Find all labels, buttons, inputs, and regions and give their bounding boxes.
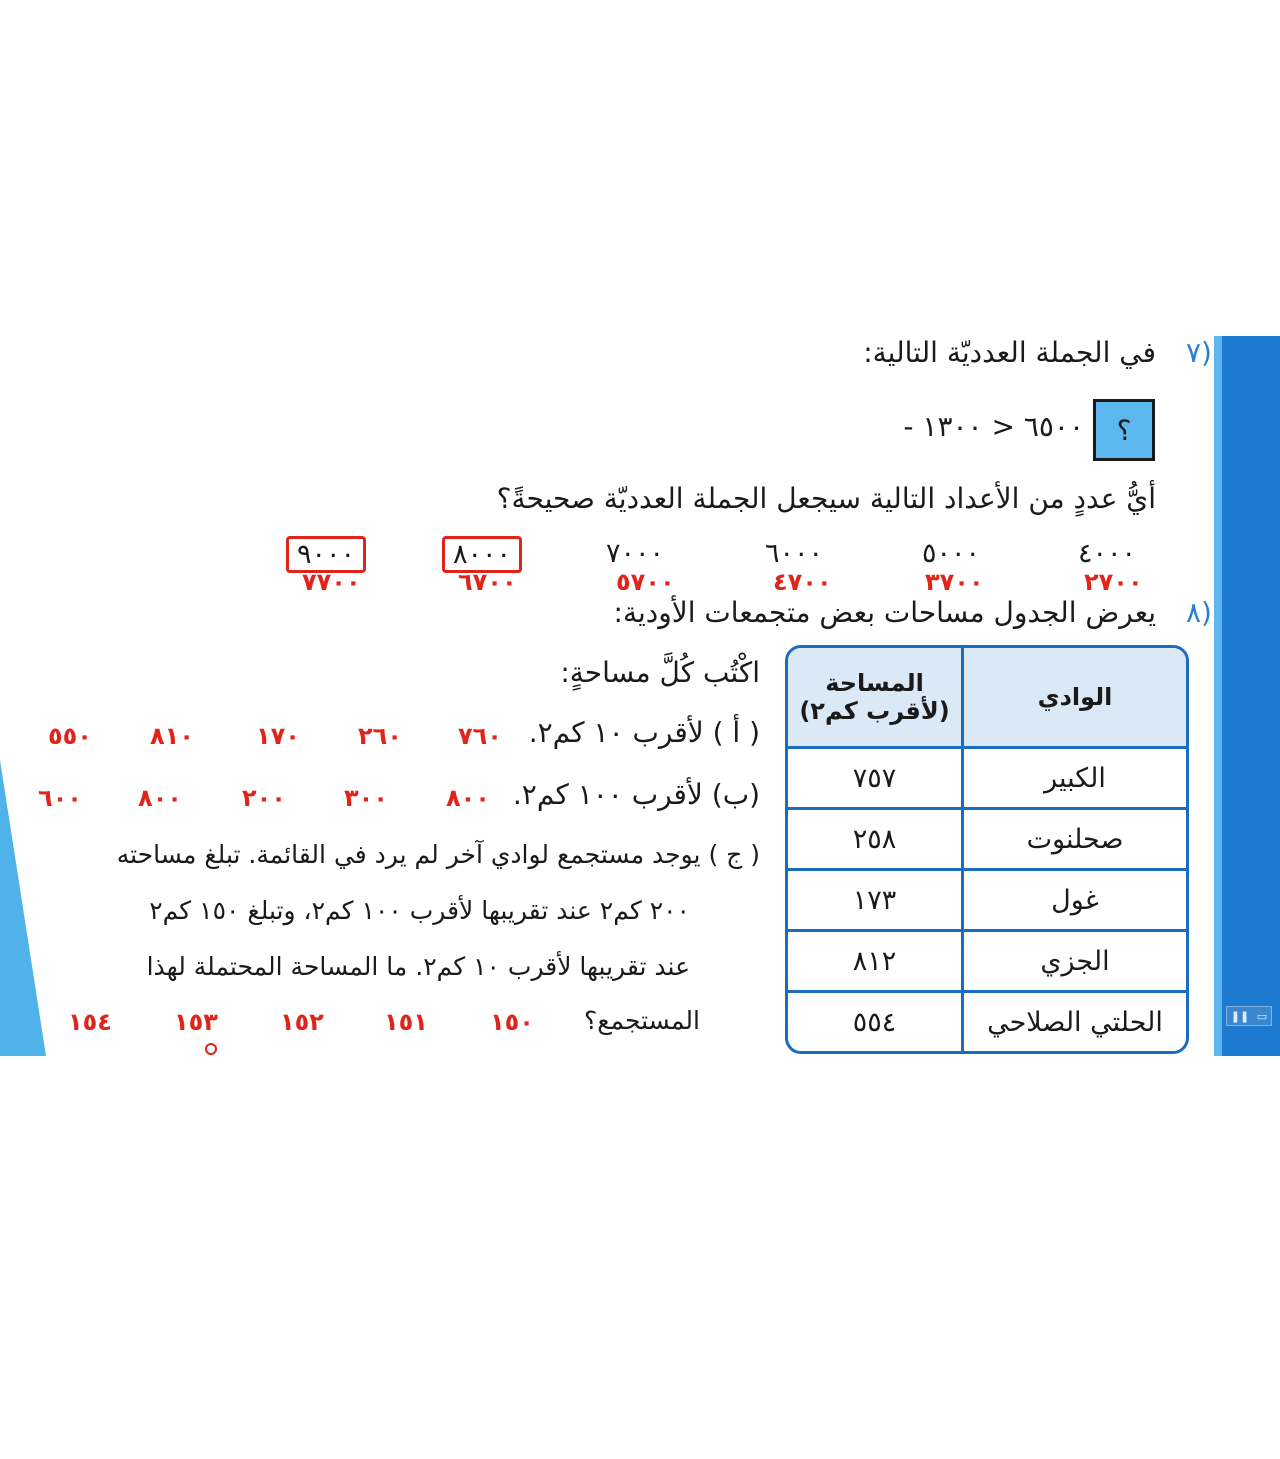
header-area-unit: (لأقرب كم٢) [799, 697, 950, 725]
option-7000: ٧٠٠٠ [606, 538, 665, 569]
answer-6700: ٦٧٠٠ [458, 568, 517, 596]
part-c-answer-2: ١٥١ [384, 1008, 428, 1036]
question-mark: ؟ [1116, 413, 1132, 447]
header-area [788, 648, 961, 749]
part-a-answer-5: ٥٥٠ [48, 722, 92, 750]
option-6000: ٦٠٠٠ [765, 538, 824, 569]
answer-7700: ٧٧٠٠ [302, 568, 361, 596]
screen-icon[interactable]: ▭ [1256, 1009, 1268, 1023]
part-c-answer-4: ١٥٣ [174, 1008, 218, 1036]
answer-5700: ٥٧٠٠ [616, 568, 675, 596]
valley-area: ٧٥٧ [852, 762, 897, 794]
number-sentence: ٦٥٠٠ < ١٣٠٠ - [903, 410, 1084, 443]
header-valley: الوادي [961, 648, 1186, 749]
answer-3700: ٣٧٠٠ [925, 568, 984, 596]
presentation-controls[interactable] [1226, 1006, 1272, 1026]
table-header-row [788, 648, 1186, 749]
table-row [788, 807, 1186, 868]
table-row [788, 929, 1186, 990]
part-b-answer-2: ٣٠٠ [344, 784, 388, 812]
part-a-answer-4: ٨١٠ [150, 722, 194, 750]
option-4000: ٤٠٠٠ [1078, 538, 1137, 569]
question-7-intro: في الجملة العدديّة التالية: [863, 336, 1156, 369]
pause-icon[interactable]: ❚❚ [1230, 1009, 1250, 1023]
unknown-box [1093, 399, 1155, 461]
question-7-number: ٧) [1186, 336, 1212, 369]
question-7-text: أيُّ عددٍ من الأعداد التالية سيجعل الجملة العدديّة صحيحةً؟ [496, 482, 1156, 515]
valley-table [785, 645, 1189, 1054]
write-each-instruction: اكْتُب كُلَّ مساحةٍ: [560, 656, 760, 689]
table-row [788, 749, 1186, 807]
valley-name: صحلنوت [961, 807, 1186, 868]
part-a-answer-1: ٧٦٠ [458, 722, 502, 750]
valley-area: ٨١٢ [788, 929, 961, 990]
table-row [788, 868, 1186, 929]
part-b-answer-1: ٨٠٠ [446, 784, 490, 812]
part-b-text: (ب) لأقرب ١٠٠ كم٢. [512, 778, 760, 811]
option-8000-circled: ٨٠٠٠ [442, 536, 522, 573]
part-a-answer-3: ١٧٠ [256, 722, 300, 750]
header-area-title: المساحة [825, 669, 924, 697]
part-c-answer-5: ١٥٤ [68, 1008, 112, 1036]
part-b-answer-4: ٨٠٠ [138, 784, 182, 812]
answer-2700: ٢٧٠٠ [1084, 568, 1143, 596]
question-8-intro: يعرض الجدول مساحات بعض متجمعات الأودية: [613, 596, 1156, 629]
part-b-answer-3: ٢٠٠ [242, 784, 286, 812]
part-a-answer-2: ٢٦٠ [358, 722, 402, 750]
part-c-answer-3: ١٥٢ [280, 1008, 324, 1036]
decorative-band [1222, 336, 1280, 1056]
valley-area: ٥٥٤ [788, 990, 961, 1051]
part-a-text: ( أ ) لأقرب ١٠ كم٢. [528, 716, 760, 749]
question-8-number: ٨) [1186, 596, 1212, 629]
valley-name: الجزي [961, 929, 1186, 990]
part-c-line-3: عند تقريبها لأقرب ١٠ كم٢. ما المساحة المحتملة لهذا [146, 952, 690, 981]
part-c-answer-1: ١٥٠ [490, 1008, 534, 1036]
part-c-line-4: المستجمع؟ [583, 1006, 700, 1035]
option-9000-circled: ٩٠٠٠ [286, 536, 366, 573]
valley-area: ٢٥٨ [788, 807, 961, 868]
table-row [788, 990, 1186, 1051]
pointer-dot [205, 1043, 217, 1055]
answer-4700: ٤٧٠٠ [773, 568, 832, 596]
valley-name: الكبير [961, 749, 1186, 807]
valley-name: غول [961, 868, 1186, 929]
valley-area: ١٧٣ [788, 868, 961, 929]
option-5000: ٥٠٠٠ [922, 538, 981, 569]
valley-name: الحلتي الصلاحي [961, 990, 1186, 1051]
part-c-line-2: ٢٠٠ كم٢ عند تقريبها لأقرب ١٠٠ كم٢، وتبلغ ١٥٠ كم٢ [149, 896, 690, 925]
part-b-answer-5: ٦٠٠ [38, 784, 82, 812]
part-c-line-1: ( ج ) يوجد مستجمع لوادي آخر لم يرد في القائمة. تبلغ مساحته [116, 840, 760, 869]
